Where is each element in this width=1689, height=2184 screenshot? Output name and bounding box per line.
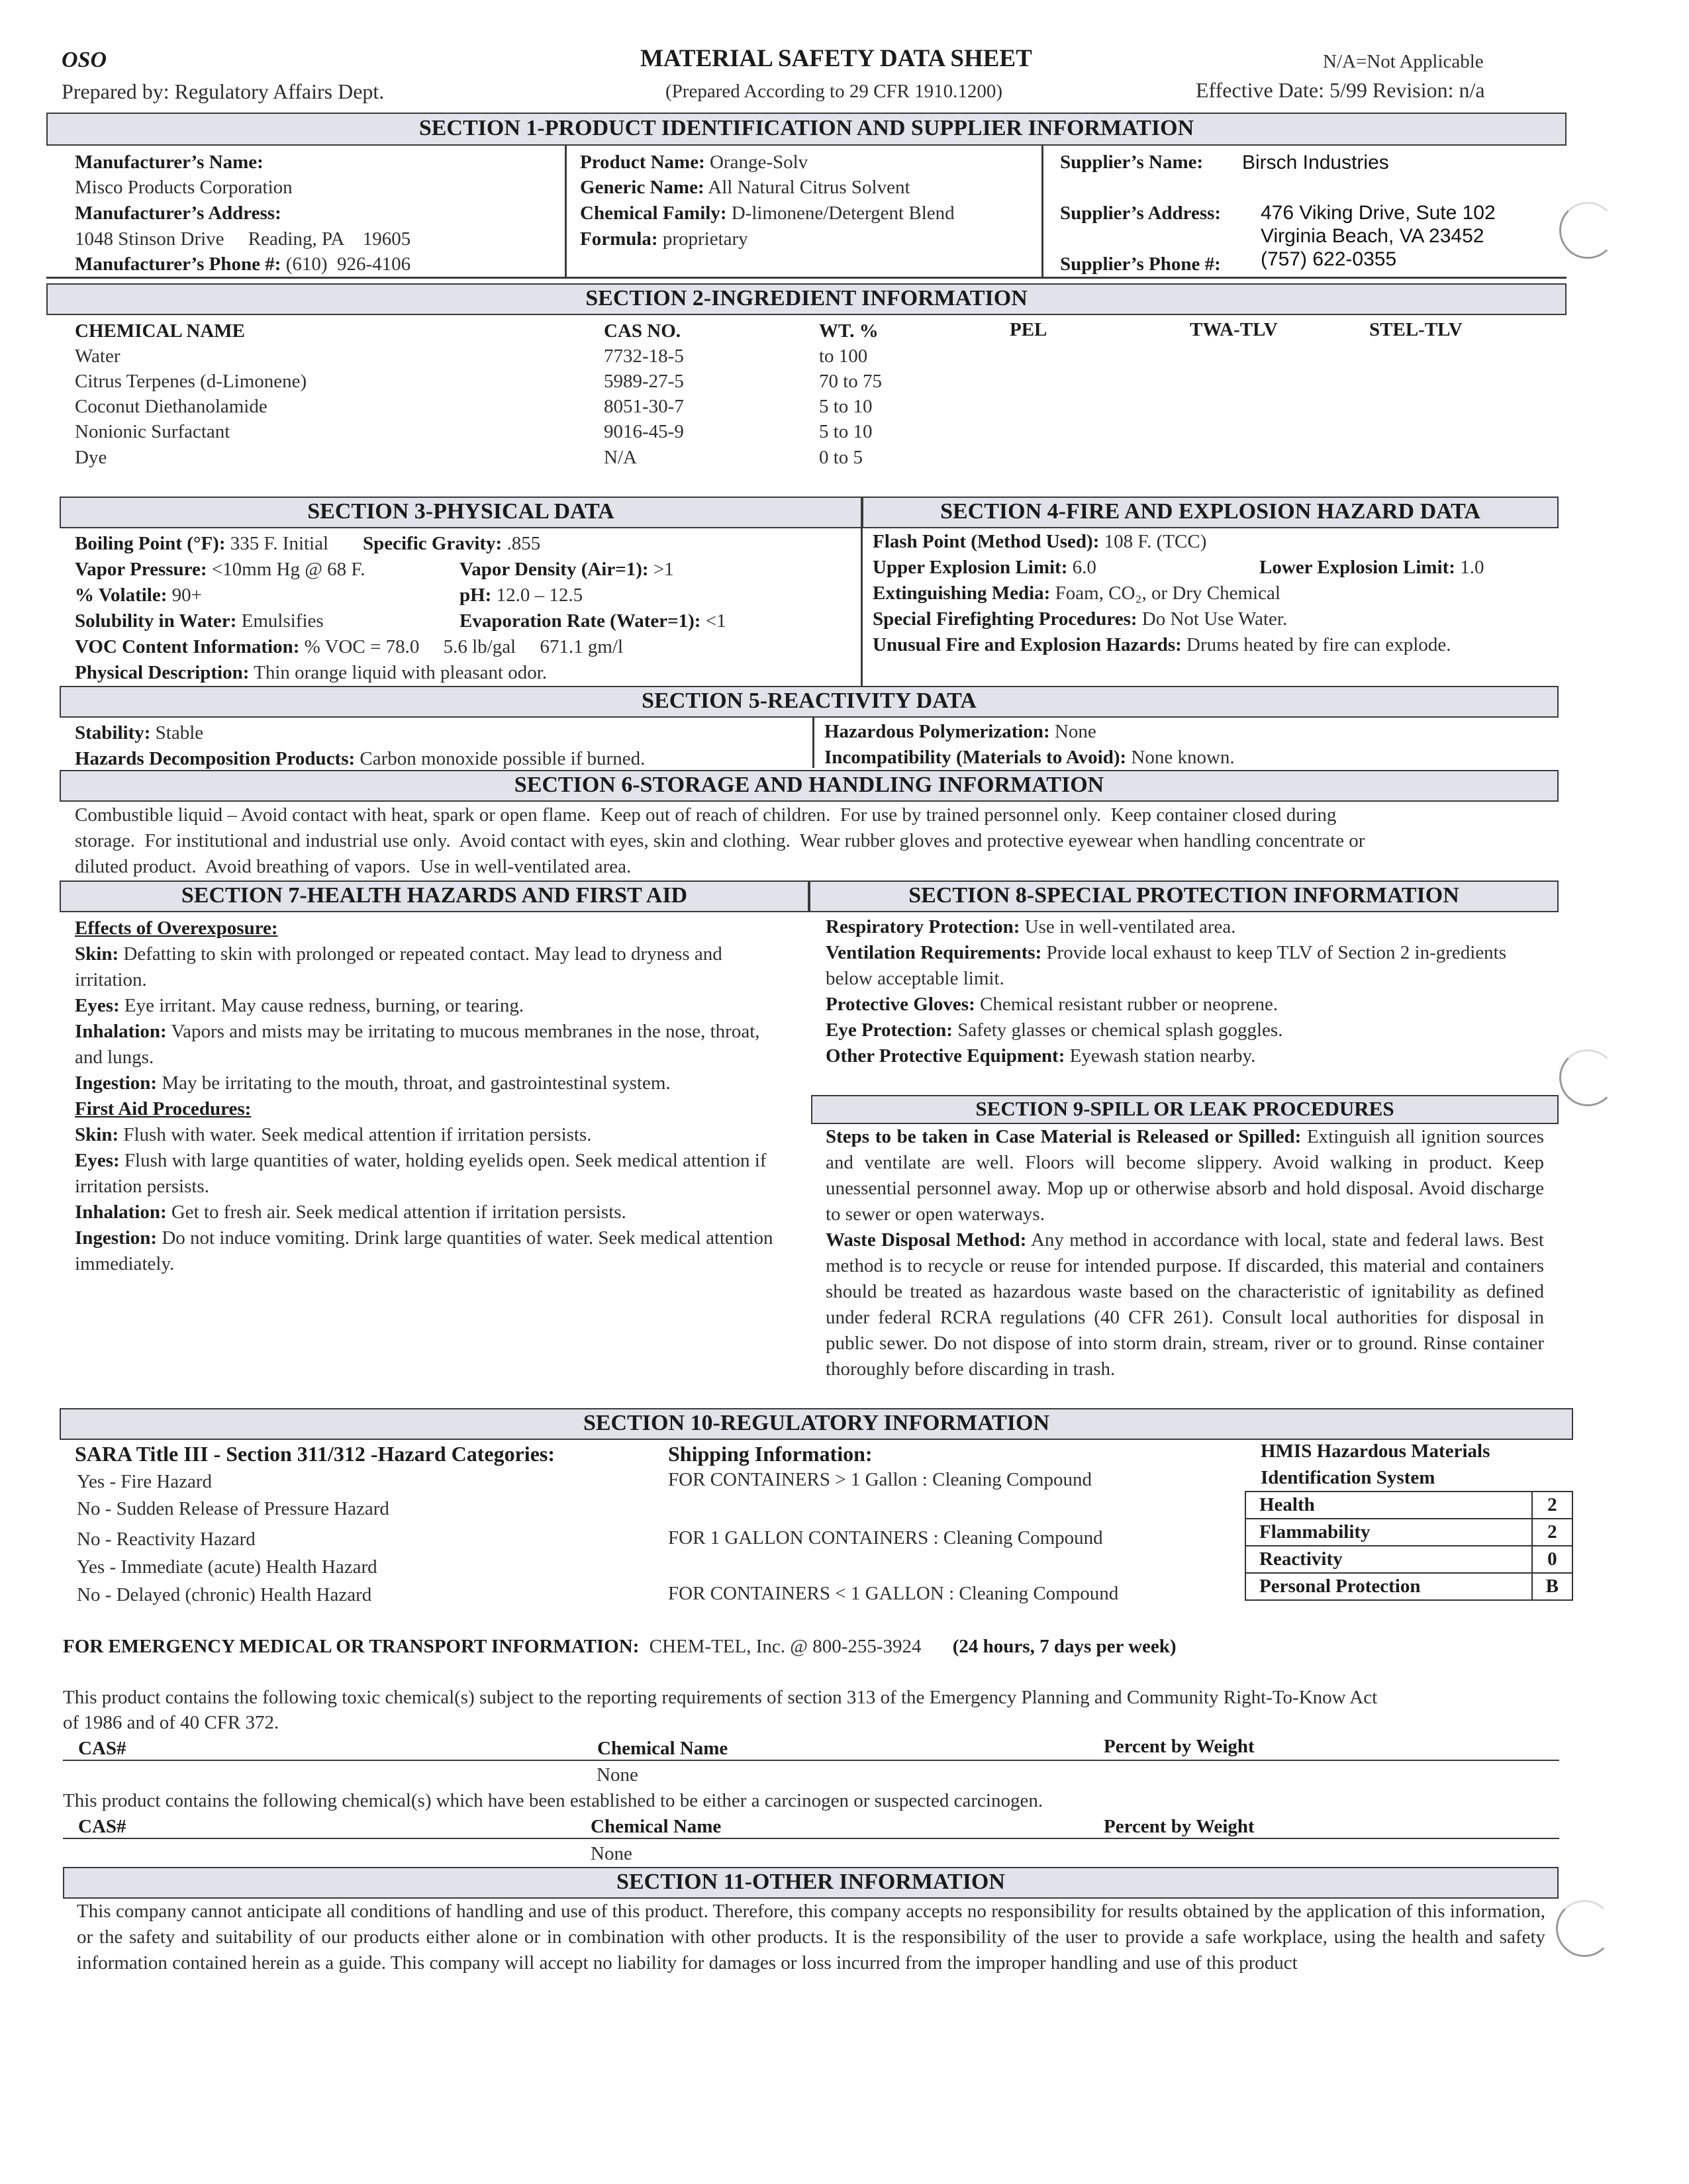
mfr-name: Misco Products Corporation — [75, 177, 293, 198]
emergency-row — [63, 1635, 1177, 1658]
vapor-density: >1 — [653, 559, 674, 580]
hmis-row — [1245, 1519, 1572, 1546]
inhalation-label: Inhalation: — [75, 1202, 167, 1223]
hmis-value: B — [1532, 1573, 1572, 1600]
hmis-label: Personal Protection — [1245, 1573, 1532, 1600]
shipping-heading: Shipping Information: — [668, 1442, 873, 1466]
punch-hole-mark — [1559, 202, 1616, 259]
col-twa-tlv: TWA-TLV — [1190, 319, 1278, 340]
eyes-label: Eyes: — [75, 995, 120, 1016]
steps-label: Steps to be taken in Case Material is Released or Spilled: — [826, 1126, 1302, 1147]
section-6-header: SECTION 6-STORAGE AND HANDLING INFORMATION — [60, 770, 1559, 802]
boiling-point-row — [75, 532, 328, 555]
mfr-phone-label: Manufacturer’s Phone #: — [75, 254, 281, 275]
first-aid-eyes — [75, 1148, 787, 1200]
section-7-header: SECTION 7-HEALTH HAZARDS AND FIRST AID — [60, 880, 809, 912]
steps-text: Extinguish all ignition sources and ventilate are well. Floors will become slippery. Avoid walking in product. Keep unessential personnel away. Mop up or otherwise absorb and hold disposal. Avoid discharge to sewer or open waterways. — [826, 1126, 1544, 1225]
ph-label: pH: — [459, 585, 492, 606]
hmis-row — [1245, 1573, 1572, 1600]
specific-gravity-row — [363, 532, 540, 555]
section-8-header: SECTION 8-SPECIAL PROTECTION INFORMATION — [809, 880, 1559, 912]
hmis-row — [1245, 1492, 1572, 1519]
document-subtitle: (Prepared According to 29 CFR 1910.1200) — [665, 81, 1003, 102]
storage-line-1: Combustible liquid – Avoid contact with heat, spark or open flame. Keep out of reach of children. For use by trained personnel only. Keep container closed during — [75, 804, 1337, 826]
waste-disposal — [826, 1227, 1544, 1382]
skin-effects: Defatting to skin with prolonged or repeated contact. May lead to dryness and irritation. — [75, 943, 722, 990]
evap-label: Evaporation Rate (Water=1): — [459, 610, 701, 632]
respiratory-row — [826, 914, 1547, 940]
poly-label: Hazardous Polymerization: — [824, 721, 1050, 742]
ingredient-name: Coconut Diethanolamide — [75, 396, 267, 417]
formula: proprietary — [662, 228, 748, 250]
vol-label: % Volatile: — [75, 585, 168, 606]
ingredient-wt: 0 to 5 — [819, 447, 863, 468]
emergency-contact: CHEM-TEL, Inc. @ 800-255-3924 — [649, 1636, 922, 1657]
document-title: MATERIAL SAFETY DATA SHEET — [640, 45, 1032, 72]
vp-label: Vapor Pressure: — [75, 559, 207, 580]
protective-gloves: Chemical resistant rubber or neoprene. — [979, 994, 1279, 1015]
first-aid-eyes-text: Flush with large quantities of water, holding eyelids open. Seek medical attention if irritation persists. — [75, 1150, 767, 1197]
first-aid-inhalation-text: Get to fresh air. Seek medical attention if irritation persists. — [171, 1202, 626, 1223]
sup-phone-label: Supplier’s Phone #: — [1060, 254, 1221, 275]
sup-name-label: Supplier’s Name: — [1060, 152, 1204, 173]
voc-row — [75, 636, 623, 658]
ph-row — [459, 584, 583, 606]
lower-label: Lower Explosion Limit: — [1259, 557, 1455, 578]
hmis-value: 0 — [1532, 1546, 1572, 1573]
na-note: N/A=Not Applicable — [1323, 51, 1484, 72]
storage-line-3: diluted product. Avoid breathing of vapors. Use in well-ventilated area. — [75, 856, 632, 877]
sup-addr-label: Supplier’s Address: — [1060, 203, 1222, 224]
stability-row — [75, 722, 203, 744]
inhalation-effects: Vapors and mists may be irritating to mucous membranes in the nose, throat, and lungs. — [75, 1021, 760, 1068]
product-row — [580, 151, 808, 173]
first-aid-skin-text: Flush with water. Seek medical attention if irritation persists. — [123, 1124, 592, 1145]
shipping-item: FOR 1 GALLON CONTAINERS : Cleaning Compound — [668, 1527, 1103, 1548]
col-cas-no: CAS NO. — [604, 320, 681, 342]
col-percent: Percent by Weight — [1104, 1816, 1255, 1837]
ingestion-effects: May be irritating to the mouth, throat, and gastrointestinal system. — [162, 1072, 671, 1094]
emergency-label: FOR EMERGENCY MEDICAL OR TRANSPORT INFORMATION: — [63, 1636, 640, 1657]
ingredient-wt: to 100 — [819, 346, 868, 367]
effective-date: Effective Date: 5/99 Revision: n/a — [1196, 78, 1485, 102]
solubility-row — [75, 610, 324, 632]
section-10-header: SECTION 10-REGULATORY INFORMATION — [60, 1408, 1573, 1440]
col-chem-name: Chemical Name — [591, 1816, 722, 1837]
eye-protection-row — [826, 1018, 1547, 1043]
lower-limit-row — [1259, 556, 1484, 579]
gloves-row — [826, 992, 1547, 1018]
sup-name: Birsch Industries — [1242, 152, 1389, 173]
mfr-phone: (610) 926-4106 — [285, 254, 411, 275]
product-label: Product Name: — [580, 152, 705, 173]
effects-skin — [75, 941, 787, 993]
vapor-density-row — [459, 558, 674, 581]
special-protection-column — [826, 914, 1547, 1069]
physical-desc-row — [75, 661, 547, 684]
other-label: Other Protective Equipment: — [826, 1045, 1065, 1067]
mfr-name-label: Manufacturer’s Name: — [75, 152, 264, 173]
ingredient-name: Nonionic Surfactant — [75, 421, 230, 442]
eyes-effects: Eye irritant. May cause redness, burning, or tearing. — [124, 995, 524, 1016]
family-row — [580, 202, 955, 224]
hmis-row — [1245, 1546, 1572, 1573]
ingredient-cas: N/A — [604, 447, 637, 468]
ph-value: 12.0 – 12.5 — [496, 585, 583, 606]
vd-label: Vapor Density (Air=1): — [459, 559, 649, 580]
sara-item: No - Sudden Release of Pressure Hazard — [77, 1498, 389, 1519]
hmis-label: Reactivity — [1245, 1546, 1532, 1573]
skin-label: Skin: — [75, 1124, 119, 1145]
sup-addr-line2: Virginia Beach, VA 23452 — [1261, 225, 1484, 247]
generic-name: All Natural Citrus Solvent — [708, 177, 910, 198]
punch-hole-mark — [1556, 1900, 1613, 1957]
unusual-row — [873, 634, 1451, 656]
brand-name: OSO — [62, 48, 107, 72]
col-pel: PEL — [1010, 319, 1047, 340]
flash-point-row — [873, 530, 1206, 553]
hmis-label: Flammability — [1245, 1519, 1532, 1546]
col-chemical-name: CHEMICAL NAME — [75, 320, 245, 342]
decomposition-products: Carbon monoxide possible if burned. — [360, 748, 646, 769]
chemical-family: D-limonene/Detergent Blend — [731, 203, 955, 224]
section-2-header: SECTION 2-INGREDIENT INFORMATION — [46, 283, 1567, 315]
ingredient-cas: 9016-45-9 — [604, 421, 684, 442]
media-row — [873, 582, 1280, 604]
unusual-label: Unusual Fire and Explosion Hazards: — [873, 634, 1182, 655]
col-percent: Percent by Weight — [1104, 1736, 1255, 1757]
hmis-value: 2 — [1532, 1492, 1572, 1519]
ingestion-label: Ingestion: — [75, 1227, 158, 1249]
hmis-heading-2: Identification System — [1261, 1467, 1435, 1488]
voc-content: % VOC = 78.0 5.6 lb/gal 671.1 gm/l — [304, 636, 624, 657]
formula-label: Formula: — [580, 228, 658, 250]
generic-row — [580, 176, 910, 199]
vent-label: Ventilation Requirements: — [826, 942, 1042, 963]
special-row — [873, 608, 1287, 630]
first-aid-ingestion — [75, 1225, 787, 1277]
shipping-item: FOR CONTAINERS < 1 GALLON : Cleaning Compound — [668, 1583, 1119, 1604]
other-equipment-row — [826, 1043, 1547, 1069]
resp-label: Respiratory Protection: — [826, 916, 1020, 937]
incompat-row — [824, 746, 1235, 769]
media-label: Extinguishing Media: — [873, 583, 1051, 604]
flash-point: 108 F. (TCC) — [1104, 531, 1207, 552]
section-9-header: SECTION 9-SPILL OR LEAK PROCEDURES — [811, 1095, 1559, 1124]
carcinogen-statement: This product contains the following chemical(s) which have been established to be either a carcinogen or suspected carcinogen. — [63, 1790, 1043, 1811]
sara-item: Yes - Fire Hazard — [77, 1471, 213, 1492]
ingredient-cas: 5989-27-5 — [604, 371, 684, 392]
volatile: 90+ — [171, 585, 202, 606]
ingredient-wt: 70 to 75 — [819, 371, 883, 392]
flash-label: Flash Point (Method Used): — [873, 531, 1100, 552]
sup-phone: (757) 622-0355 — [1261, 248, 1397, 270]
hmis-table — [1245, 1491, 1573, 1601]
col-cas: CAS# — [78, 1738, 126, 1759]
first-aid-skin — [75, 1122, 787, 1148]
divider — [63, 1838, 1559, 1839]
first-aid-inhalation — [75, 1200, 787, 1225]
waste-text: Any method in accordance with local, state and federal laws. Best method is to recycle or reuse for intended purpose. If discarded, this material and containers should be treated as hazardous waste based on the characteristic of ignitability as defined under federal RCRA regulations (40 CFR 261). Consult local authorities for disposal in public sewer. Do not dispose of into storm drain, stream, river or to ground. Rinse container thoroughly before discarding in trash. — [826, 1229, 1544, 1380]
volatile-row — [75, 584, 202, 606]
lower-limit: 1.0 — [1460, 557, 1484, 578]
col-chem-name: Chemical Name — [597, 1738, 728, 1759]
generic-label: Generic Name: — [580, 177, 704, 198]
divider — [812, 718, 814, 768]
section-11-header: SECTION 11-OTHER INFORMATION — [63, 1867, 1559, 1899]
ingredient-cas: 8051-30-7 — [604, 396, 684, 417]
evaporation-rate: <1 — [705, 610, 726, 632]
eye-label: Eye Protection: — [826, 1020, 953, 1041]
ingestion-label: Ingestion: — [75, 1072, 158, 1094]
stability: Stable — [155, 722, 204, 743]
vapor-pressure: <10mm Hg @ 68 F. — [211, 559, 365, 580]
toxic-statement-2: of 1986 and of 40 CFR 372. — [63, 1712, 279, 1733]
product-name: Orange-Solv — [709, 152, 808, 173]
mfr-addr-label: Manufacturer’s Address: — [75, 203, 281, 224]
special-label: Special Firefighting Procedures: — [873, 608, 1137, 630]
section-4-header: SECTION 4-FIRE AND EXPLOSION HAZARD DATA — [862, 497, 1559, 528]
voc-label: VOC Content Information: — [75, 636, 300, 657]
prepared-by: Prepared by: Regulatory Affairs Dept. — [62, 79, 385, 103]
vapor-pressure-row — [75, 558, 365, 581]
sara-heading: SARA Title III - Section 311/312 -Hazard Categories: — [75, 1442, 555, 1466]
evaporation-row — [459, 610, 726, 632]
effects-heading: Effects of Overexposure: — [75, 918, 278, 939]
health-hazards-column — [75, 916, 787, 1277]
section-3-header: SECTION 3-PHYSICAL DATA — [60, 497, 862, 528]
decomp-row — [75, 747, 645, 770]
upper-limit-row — [873, 556, 1096, 579]
polymerization-row — [824, 720, 1096, 743]
mfr-phone-row — [75, 253, 410, 275]
eyes-label: Eyes: — [75, 1150, 120, 1171]
ingredient-name: Water — [75, 346, 121, 367]
gloves-label: Protective Gloves: — [826, 994, 975, 1015]
hmis-value: 2 — [1532, 1519, 1572, 1546]
effects-inhalation — [75, 1019, 787, 1070]
desc-label: Physical Description: — [75, 662, 250, 683]
effects-ingestion — [75, 1070, 787, 1096]
formula-row — [580, 228, 748, 250]
ventilation-requirements: Provide local exhaust to keep TLV of Section 2 in-gredients below acceptable limit. — [826, 942, 1507, 989]
shipping-item: FOR CONTAINERS > 1 Gallon : Cleaning Compound — [668, 1469, 1092, 1490]
stab-label: Stability: — [75, 722, 151, 743]
family-label: Chemical Family: — [580, 203, 727, 224]
unusual-hazards: Drums heated by fire can explode. — [1186, 634, 1451, 655]
ingredient-wt: 5 to 10 — [819, 396, 873, 417]
other-information: This company cannot anticipate all conditions of handling and use of this product. Therefore, this company accepts no responsibility for results obtained by the application of this information, or the safety and suitability of our products either alone or in combination with other products. It is the responsibility of the user to provide a safe workplace, using the health and safety information contained herein as a guide. This company will accept no liability for damages or loss incurred from the improper handling and use of this product — [77, 1901, 1545, 1973]
sup-addr-line1: 476 Viking Drive, Sute 102 — [1261, 202, 1496, 224]
hmis-label: Health — [1245, 1492, 1532, 1519]
col-stel-tlv: STEL-TLV — [1369, 319, 1463, 340]
hmis-heading-1: HMIS Hazardous Materials — [1261, 1441, 1490, 1462]
section-1-header: SECTION 1-PRODUCT IDENTIFICATION AND SUPPLIER INFORMATION — [46, 113, 1567, 146]
sol-label: Solubility in Water: — [75, 610, 237, 632]
divider — [565, 146, 567, 278]
upper-label: Upper Explosion Limit: — [873, 557, 1068, 578]
first-aid-ingestion-text: Do not induce vomiting. Drink large quantities of water. Seek medical attention immediately. — [75, 1227, 773, 1274]
polymerization: None — [1054, 721, 1096, 742]
ingredient-name: Dye — [75, 447, 107, 468]
sara-item: No - Delayed (chronic) Health Hazard — [77, 1584, 372, 1605]
respiratory-protection: Use in well-ventilated area. — [1024, 916, 1236, 937]
mfr-addr: 1048 Stinson Drive Reading, PA 19605 — [75, 228, 411, 250]
boiling-point: 335 F. Initial — [230, 533, 329, 554]
eye-protection: Safety glasses or chemical splash goggles. — [957, 1020, 1283, 1041]
upper-limit: 6.0 — [1072, 557, 1096, 578]
col-cas: CAS# — [78, 1816, 126, 1837]
solubility: Emulsifies — [241, 610, 324, 632]
skin-label: Skin: — [75, 943, 119, 965]
divider — [63, 1760, 1559, 1761]
physical-description: Thin orange liquid with pleasant odor. — [254, 662, 548, 683]
first-aid-heading: First Aid Procedures: — [75, 1098, 252, 1119]
sara-item: Yes - Immediate (acute) Health Hazard — [77, 1556, 377, 1578]
sara-item: No - Reactivity Hazard — [77, 1529, 256, 1550]
divider — [1041, 146, 1043, 278]
bp-label: Boiling Point (°F): — [75, 533, 226, 554]
divider — [46, 277, 1567, 279]
toxic-statement-1: This product contains the following toxic chemical(s) subject to the reporting requirements of section 313 of the Emergency Planning and Community Right-To-Know Act — [63, 1687, 1378, 1708]
col-wt-pct: WT. % — [819, 320, 879, 342]
carcinogen-none: None — [591, 1843, 632, 1864]
extinguishing-media: Foam, CO₂, or Dry Chemical — [1055, 583, 1280, 604]
ingredient-wt: 5 to 10 — [819, 421, 873, 442]
ventilation-row — [826, 940, 1547, 992]
divider — [861, 528, 863, 686]
storage-line-2: storage. For institutional and industrial use only. Avoid contact with eyes, skin and clothing. Wear rubber gloves and protective eyewear when handling concentrate or — [75, 830, 1365, 851]
effects-eyes — [75, 993, 787, 1019]
incompat-label: Incompatibility (Materials to Avoid): — [824, 747, 1127, 768]
section-5-header: SECTION 5-REACTIVITY DATA — [60, 686, 1559, 718]
special-procedures: Do Not Use Water. — [1141, 608, 1288, 630]
spill-steps — [826, 1124, 1544, 1227]
sg-label: Specific Gravity: — [363, 533, 503, 554]
toxic-none: None — [597, 1764, 638, 1785]
inhalation-label: Inhalation: — [75, 1021, 167, 1042]
incompatibility: None known. — [1131, 747, 1235, 768]
ingredient-name: Citrus Terpenes (d-Limonene) — [75, 371, 307, 392]
specific-gravity: .855 — [507, 533, 541, 554]
ingredient-cas: 7732-18-5 — [604, 346, 684, 367]
spill-procedures — [826, 1124, 1544, 1382]
emergency-hours: (24 hours, 7 days per week) — [952, 1636, 1177, 1657]
waste-label: Waste Disposal Method: — [826, 1229, 1027, 1251]
decomp-label: Hazards Decomposition Products: — [75, 748, 356, 769]
other-equipment: Eyewash station nearby. — [1069, 1045, 1256, 1067]
punch-hole-mark — [1559, 1049, 1616, 1106]
